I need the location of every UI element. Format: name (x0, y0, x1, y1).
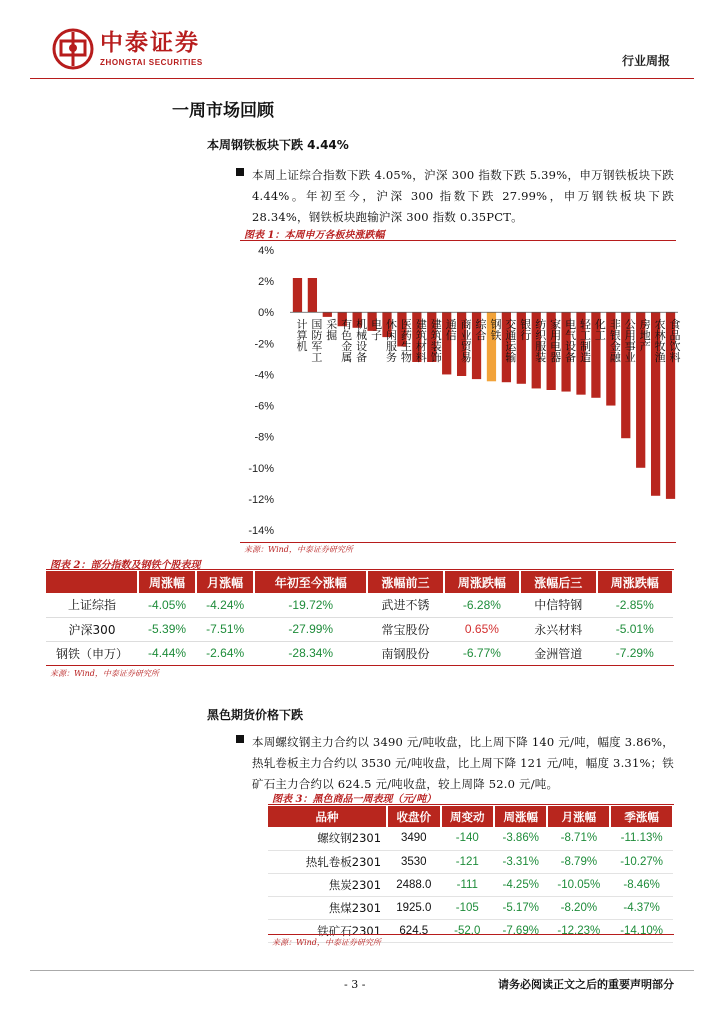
table-cell: 热轧卷板2301 (268, 850, 387, 873)
category-label: 综合 (474, 318, 488, 341)
figure3-bottom-rule (268, 934, 674, 935)
table-cell: -5.01% (597, 617, 673, 641)
logo-cn: 中泰证券 (100, 30, 200, 56)
table-header-cell: 周涨幅 (494, 806, 547, 827)
table-header-cell: 涨幅后三 (520, 571, 596, 593)
market-paragraph (252, 165, 674, 228)
header-divider (30, 78, 694, 79)
table-cell: -10.27% (610, 850, 673, 873)
figure2-title: 图表 2：部分指数及钢铁个股表现 (50, 560, 201, 571)
table-cell: 1925.0 (387, 896, 440, 919)
table-cell: -121 (441, 850, 494, 873)
table-cell: 0.65% (444, 617, 520, 641)
table-cell: 上证综指 (46, 593, 138, 617)
y-tick-label: 4% (258, 245, 274, 257)
table-header-cell: 涨幅前三 (367, 571, 443, 593)
table-header-cell (46, 571, 138, 593)
y-tick-label: -2% (254, 338, 274, 351)
table-cell: -111 (441, 873, 494, 896)
table-cell: -10.05% (547, 873, 610, 896)
table-header-cell: 周涨幅 (138, 571, 196, 593)
table-cell: -7.69% (494, 919, 547, 942)
table-row (268, 896, 673, 919)
y-tick-label: -12% (248, 493, 274, 506)
category-label: 通信 (444, 318, 458, 341)
table-cell: -8.79% (547, 850, 610, 873)
table-cell: 钢铁（申万） (46, 641, 138, 665)
table-row (268, 850, 673, 873)
table-cell: -14.10% (610, 919, 673, 942)
futures-paragraph (252, 732, 674, 795)
market-subtitle: 本周钢铁板块下跌 4.44% (207, 138, 349, 152)
table-cell: 3490 (387, 827, 440, 850)
category-label: 房地产 (638, 318, 652, 352)
table-header-cell: 月涨幅 (196, 571, 254, 593)
category-label: 银行 (518, 318, 532, 341)
table-cell: -5.17% (494, 896, 547, 919)
table-cell: -7.51% (196, 617, 254, 641)
figure2-title-rule (46, 569, 674, 570)
table-header-cell: 季涨幅 (610, 806, 673, 827)
category-label: 电气设备 (563, 318, 577, 363)
table-cell: 常宝股份 (367, 617, 443, 641)
figure3-title: 图表 3：黑色商品一周表现（元/吨） (272, 794, 437, 805)
table-cell: -19.72% (254, 593, 367, 617)
figure1-source: 来源：Wind，中泰证券研究所 (244, 545, 353, 554)
zhongtai-logo-icon (52, 28, 94, 70)
figure1-bottom-rule (240, 542, 676, 543)
y-tick-label: 0% (258, 307, 274, 320)
chart-bar (323, 312, 332, 317)
table-header-cell: 周涨跌幅 (444, 571, 520, 593)
table-cell: 金洲管道 (520, 641, 596, 665)
category-label: 电子 (369, 318, 383, 341)
category-label: 非银金融 (608, 318, 622, 363)
table-cell: -5.39% (138, 617, 196, 641)
table-header-cell: 周变动 (441, 806, 494, 827)
table-row (46, 617, 673, 641)
table-cell: -140 (441, 827, 494, 850)
table-cell: -3.31% (494, 850, 547, 873)
market-text: 本周上证综合指数下跌 4.05%，沪深 300 指数下跌 5.39%，申万钢铁板块下跌 4.44%。年初至今，沪深 300 指数下跌 27.99%，申万钢铁板块下跌 28.34%，钢铁板块跑输沪深 300 指数 0.35PCT。 (252, 168, 674, 224)
category-label: 交通运输 (503, 318, 517, 363)
table-row (268, 873, 673, 896)
table-cell: -11.13% (610, 827, 673, 850)
y-tick-label: -14% (248, 525, 274, 537)
black-commodity-table (268, 806, 674, 943)
table-cell: -8.46% (610, 873, 673, 896)
table-header-cell: 月涨幅 (547, 806, 610, 827)
category-label: 休闲服务 (384, 318, 398, 363)
table-cell: -2.85% (597, 593, 673, 617)
table-cell: 铁矿石2301 (268, 919, 387, 942)
y-tick-label: 2% (258, 276, 274, 289)
table-cell: 武进不锈 (367, 593, 443, 617)
table-cell: -7.29% (597, 641, 673, 665)
category-label: 纺织服装 (533, 318, 547, 363)
figure3-source: 来源：Wind，中泰证券研究所 (272, 938, 381, 947)
futures-subtitle: 黑色期货价格下跌 (207, 708, 304, 722)
table-cell: -52.0 (441, 919, 494, 942)
y-tick-label: -10% (248, 462, 274, 475)
table-cell: -28.34% (254, 641, 367, 665)
table-cell: 2488.0 (387, 873, 440, 896)
figure2-bottom-rule (46, 665, 674, 666)
table-cell: -27.99% (254, 617, 367, 641)
table-cell: 焦炭2301 (268, 873, 387, 896)
table-cell: -3.86% (494, 827, 547, 850)
category-label: 计算机 (294, 318, 308, 352)
index-stock-table (46, 571, 674, 666)
table-cell: 624.5 (387, 919, 440, 942)
table-cell: 中信特钢 (520, 593, 596, 617)
category-label: 机械设备 (354, 318, 368, 363)
table-cell: -6.28% (444, 593, 520, 617)
bullet-square-icon (236, 735, 244, 743)
table-cell: -8.71% (547, 827, 610, 850)
category-label: 轻工制造 (578, 318, 592, 363)
category-label: 医药生物 (399, 318, 413, 363)
figure2-source: 来源：Wind，中泰证券研究所 (50, 669, 159, 678)
table-cell: -105 (441, 896, 494, 919)
table-cell: 南钢股份 (367, 641, 443, 665)
table-cell: -4.44% (138, 641, 196, 665)
table-cell: -4.37% (610, 896, 673, 919)
category-label: 建筑材料 (414, 318, 428, 363)
y-tick-label: -8% (254, 431, 274, 444)
category-label: 有色金属 (339, 318, 353, 363)
category-label: 食品饮料 (668, 318, 682, 363)
table-cell: 永兴材料 (520, 617, 596, 641)
table-cell: 螺纹钢2301 (268, 827, 387, 850)
table-header-cell: 周涨跌幅 (597, 571, 673, 593)
chart-bar (293, 278, 302, 312)
table-cell: 3530 (387, 850, 440, 873)
footer-divider (30, 970, 694, 971)
table-header-cell: 收盘价 (387, 806, 440, 827)
category-label: 钢铁 (488, 318, 502, 341)
chart-bar (308, 278, 317, 312)
category-label: 化工 (593, 318, 607, 341)
category-label: 家用电器 (548, 318, 562, 363)
y-tick-label: -4% (254, 369, 274, 382)
table-cell: -4.05% (138, 593, 196, 617)
category-label: 商业贸易 (459, 318, 473, 363)
category-label: 采掘 (324, 318, 338, 341)
table-cell: -6.77% (444, 641, 520, 665)
page-number: - 3 - (344, 978, 366, 991)
table-cell: 沪深300 (46, 617, 138, 641)
table-cell: -12.23% (547, 919, 610, 942)
table-cell: -4.25% (494, 873, 547, 896)
category-label: 公用事业 (623, 318, 637, 363)
company-logo (52, 28, 203, 70)
table-row (268, 827, 673, 850)
footer-disclaimer: 请务必阅读正文之后的重要声明部分 (498, 978, 674, 991)
table-cell: 焦煤2301 (268, 896, 387, 919)
table-cell: -8.20% (547, 896, 610, 919)
category-label: 农林牧渔 (653, 318, 667, 363)
bullet-square-icon (236, 168, 244, 176)
sector-performance-chart (242, 240, 682, 540)
report-type: 行业周报 (621, 54, 670, 68)
figure3-title-rule (268, 804, 674, 805)
table-cell: -4.24% (196, 593, 254, 617)
category-label: 国防军工 (309, 318, 323, 363)
y-tick-label: -6% (254, 400, 274, 413)
table-row (46, 593, 673, 617)
table-row (46, 641, 673, 665)
logo-en: ZHONGTAI SECURITIES (100, 58, 203, 67)
table-header-cell: 品种 (268, 806, 387, 827)
table-cell: -2.64% (196, 641, 254, 665)
section-title: 一周市场回顾 (172, 101, 274, 121)
table-header-cell: 年初至今涨幅 (254, 571, 367, 593)
futures-text: 本周螺纹钢主力合约以 3490 元/吨收盘，比上周下降 140 元/吨，幅度 3.86%，热轧卷板主力合约以 3530 元/吨收盘，比上周下降 121 元/吨，幅度 3.31%；铁矿石主力合约以 624.5 元/吨收盘，较上周降 52.0 元/吨。 (252, 735, 674, 791)
category-label: 建筑装饰 (429, 318, 443, 363)
figure1-title: 图表 1：本周申万各板块涨跌幅 (244, 230, 385, 241)
